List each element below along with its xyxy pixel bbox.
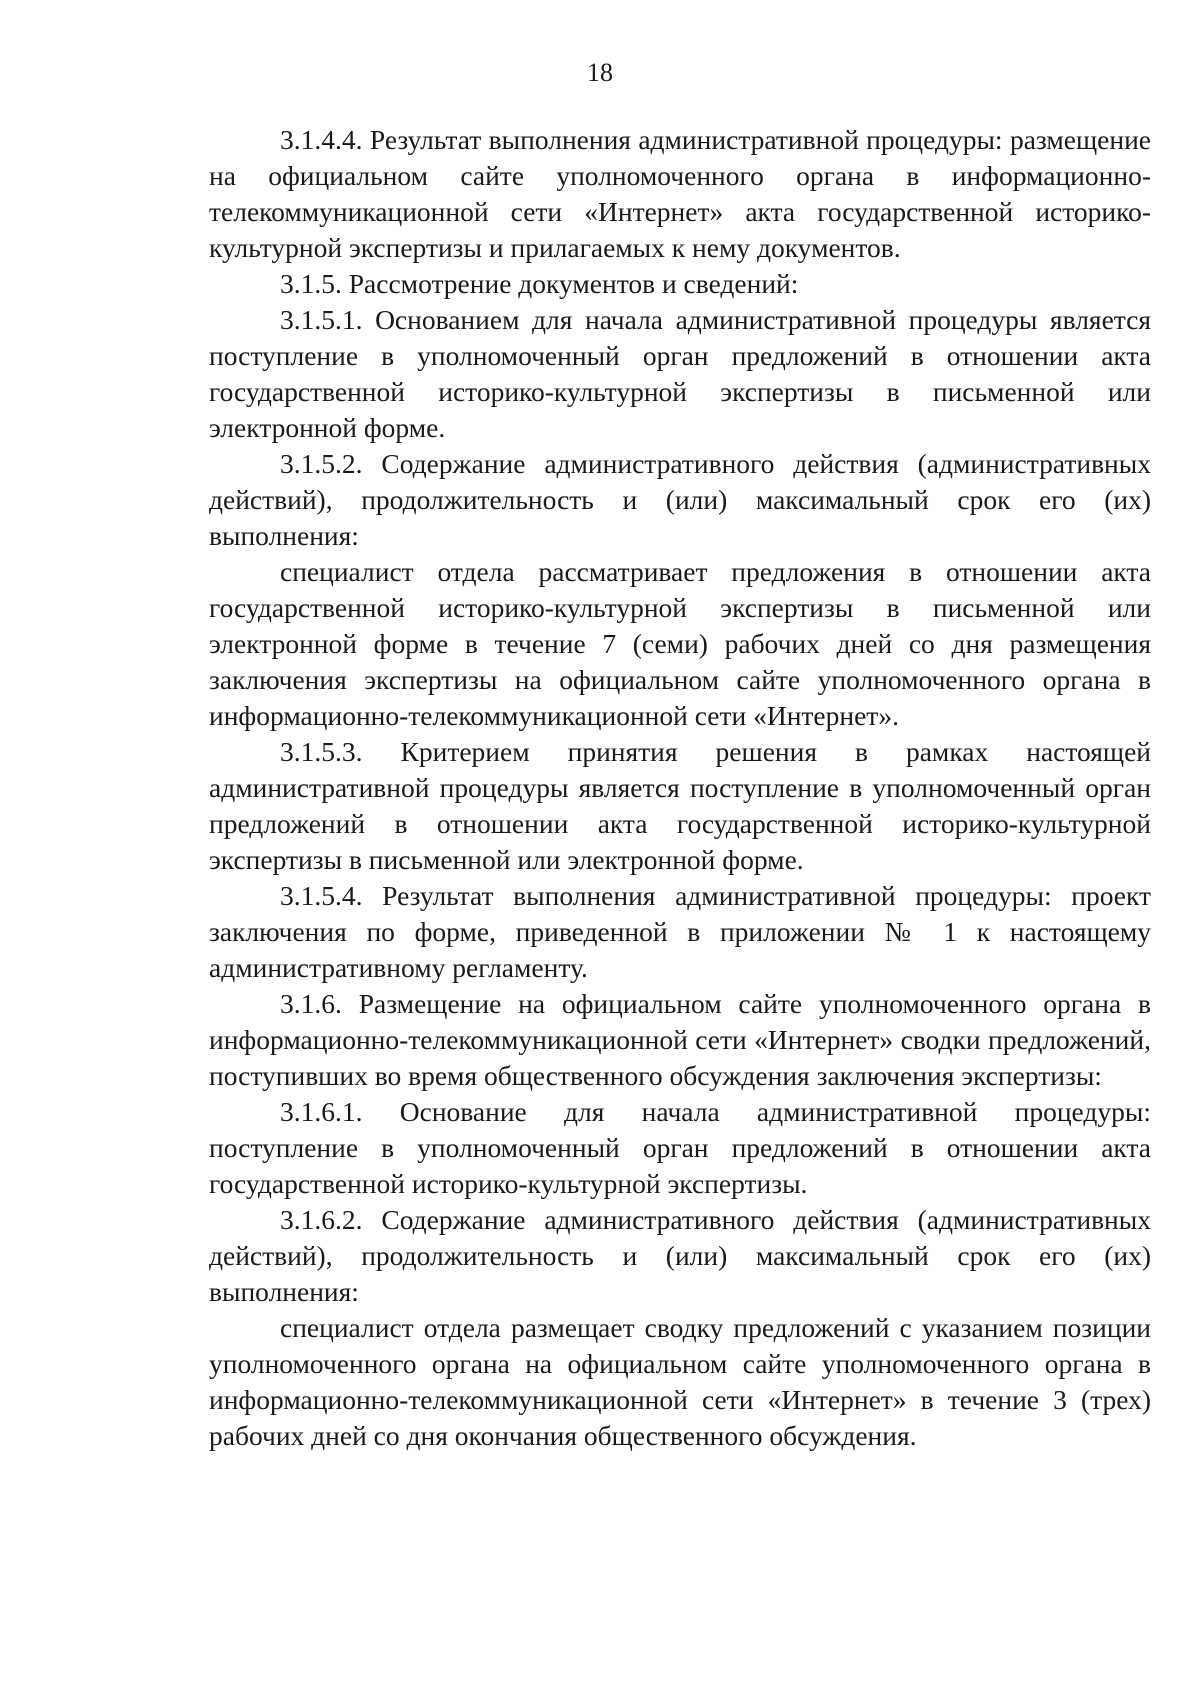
paragraph-3-1-5: 3.1.5. Рассмотрение документов и сведений:: [280, 268, 799, 299]
paragraph-3-1-6-2-detail: специалист отдела размещает сводку предложений с указанием позиции уполномоченного органа на официальном сайте уполномоченного органа в информационно-телекоммуникационной сети «Интернет» в течение 3 (трех) рабочих дней со дня окончания общественного обсуждения.: [209, 1312, 1151, 1451]
document-body: [209, 122, 1151, 1454]
paragraph-3-1-6-1: 3.1.6.1. Основание для начала административной процедуры: поступление в уполномоченный орган предложений в отношении акта государственной историко-культурной экспертизы.: [209, 1096, 1151, 1199]
page-number: 18: [587, 58, 613, 87]
paragraph-3-1-4-4: 3.1.4.4. Результат выполнения административной процедуры: размещение на официальном сайте уполномоченного органа в информационно-телекоммуникационной сети «Интернет» акта государственной историко-культурной экспертизы и прилагаемых к нему документов.: [209, 124, 1151, 263]
paragraph-3-1-5-2-detail: специалист отдела рассматривает предложения в отношении акта государственной историко-культурной экспертизы в письменной или электронной форме в течение 7 (семи) рабочих дней со дня размещения заключения экспертизы на официальном сайте уполномоченного органа в информационно-телекоммуникационной сети «Интернет».: [209, 556, 1151, 731]
paragraph-3-1-5-4: 3.1.5.4. Результат выполнения административной процедуры: проект заключения по форме, приведенной в приложении № 1 к настоящему административному регламенту.: [209, 880, 1151, 983]
paragraph-3-1-6: 3.1.6. Размещение на официальном сайте уполномоченного органа в информационно-телекоммуникационной сети «Интернет» сводки предложений, поступивших во время общественного обсуждения заключения экспертизы:: [209, 988, 1151, 1091]
paragraph-3-1-6-2: 3.1.6.2. Содержание административного действия (административных действий), продолжительность и (или) максимальный срок его (их) выполнения:: [209, 1204, 1151, 1307]
paragraph-3-1-5-1: 3.1.5.1. Основанием для начала административной процедуры является поступление в уполномоченный орган предложений в отношении акта государственной историко-культурной экспертизы в письменной или электронной форме.: [209, 304, 1151, 443]
paragraph-3-1-5-2: 3.1.5.2. Содержание административного действия (административных действий), продолжительность и (или) максимальный срок его (их) выполнения:: [209, 448, 1151, 551]
paragraph-3-1-5-3: 3.1.5.3. Критерием принятия решения в рамках настоящей административной процедуры является поступление в уполномоченный орган предложений в отношении акта государственной историко-культурной экспертизы в письменной или электронной форме.: [209, 736, 1151, 875]
